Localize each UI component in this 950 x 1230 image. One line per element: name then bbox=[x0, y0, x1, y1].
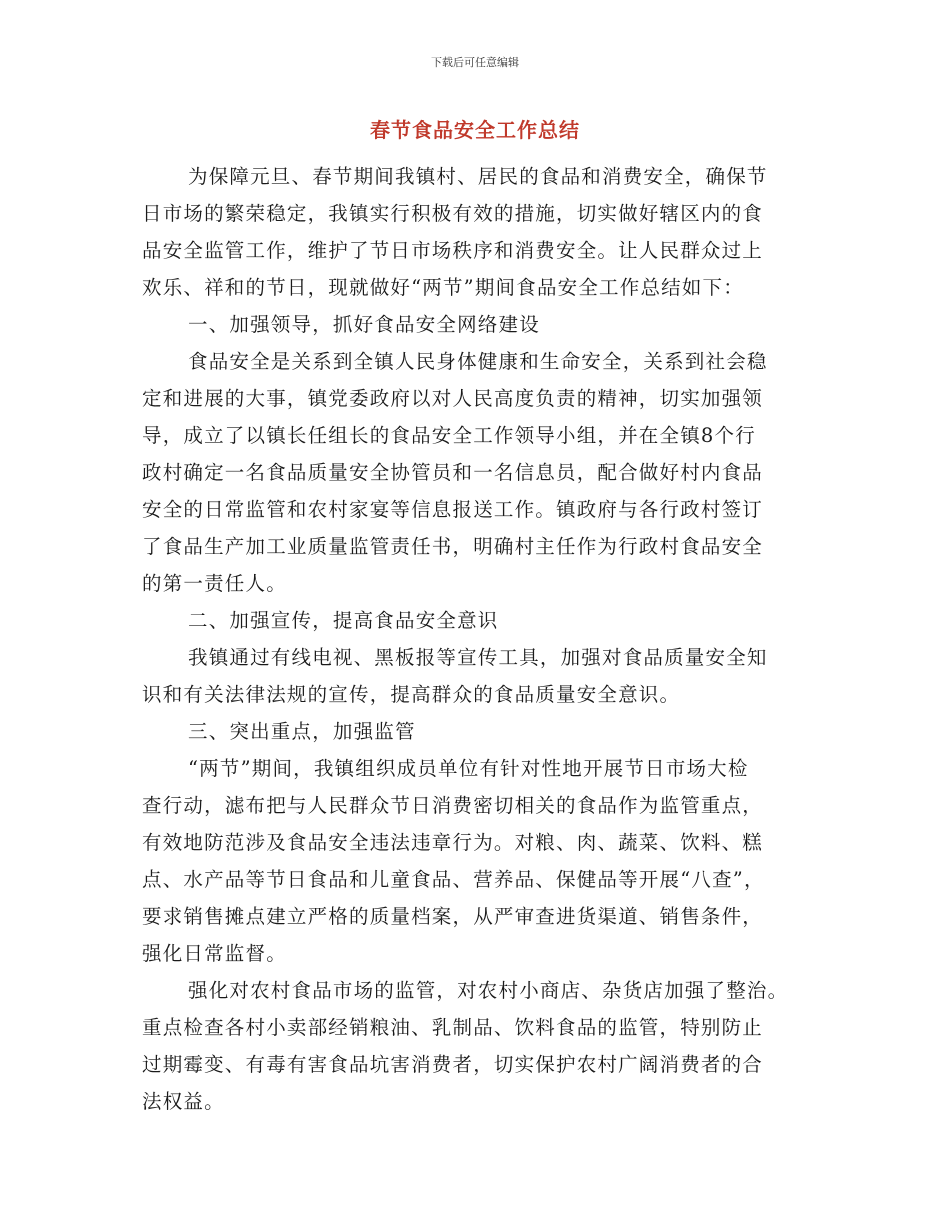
text-line: 二、加强宣传，提高食品安全意识 bbox=[188, 609, 499, 632]
text-line: 强化日常监督。 bbox=[142, 942, 287, 965]
text-line: “两节”期间，我镇组织成员单位有针对性地开展节日市场大检 bbox=[188, 757, 749, 780]
text-line: 为保障元旦、春节期间我镇村、居民的食品和消费安全，确保节 bbox=[188, 165, 768, 188]
text-line: 三、突出重点，加强监管 bbox=[188, 720, 416, 743]
text-line: 安全的日常监管和农村家宴等信息报送工作。镇政府与各行政村签订 bbox=[142, 498, 764, 521]
text-line: 有效地防范涉及食品安全违法违章行为。对粮、肉、蔬菜、饮料、糕 bbox=[142, 831, 764, 854]
text-line: 要求销售摊点建立严格的质量档案，从严审查进货渠道、销售条件， bbox=[142, 905, 764, 928]
text-line: 强化对农村食品市场的监管，对农村小商店、杂货店加强了整治。 bbox=[188, 979, 789, 1002]
text-line: 欢乐、祥和的节日，现就做好“两节”期间食品安全工作总结如下： bbox=[142, 276, 744, 299]
text-line: 日市场的繁荣稳定，我镇实行积极有效的措施，切实做好辖区内的食 bbox=[142, 202, 764, 225]
text-line: 一、加强领导，抓好食品安全网络建设 bbox=[188, 313, 540, 336]
text-line: 点、水产品等节日食品和儿童食品、营养品、保健品等开展“八查”， bbox=[142, 868, 765, 891]
text-line: 定和进展的大事，镇党委政府以对人民高度负责的精神，切实加强领 bbox=[142, 387, 764, 410]
text-line: 品安全监管工作，维护了节日市场秩序和消费安全。让人民群众过上 bbox=[142, 239, 764, 262]
page-header-note: 下载后可任意编辑 bbox=[431, 56, 519, 69]
document-body bbox=[142, 158, 810, 1120]
text-line: 的第一责任人。 bbox=[142, 572, 287, 595]
text-line: 过期霉变、有毒有害食品坑害消费者，切实保护农村广阔消费者的合 bbox=[142, 1053, 764, 1076]
text-line: 食品安全是关系到全镇人民身体健康和生命安全，关系到社会稳 bbox=[188, 350, 768, 373]
text-line: 重点检查各村小卖部经销粮油、乳制品、饮料食品的监管，特别防止 bbox=[142, 1016, 764, 1039]
text-line: 法权益。 bbox=[142, 1090, 225, 1113]
text-line: 识和有关法律法规的宣传，提高群众的食品质量安全意识。 bbox=[142, 683, 681, 706]
text-line: 了食品生产加工业质量监管责任书，明确村主任作为行政村食品安全 bbox=[142, 535, 764, 558]
text-line: 政村确定一名食品质量安全协管员和一名信息员，配合做好村内食品 bbox=[142, 461, 764, 484]
document-title: 春节食品安全工作总结 bbox=[370, 118, 580, 142]
text-line: 查行动，滤布把与人民群众节日消费密切相关的食品作为监管重点， bbox=[142, 794, 764, 817]
text-line: 我镇通过有线电视、黑板报等宣传工具，加强对食品质量安全知 bbox=[188, 646, 768, 669]
text-line: 导，成立了以镇长任组长的食品安全工作领导小组，并在全镇8个行 bbox=[142, 424, 756, 447]
